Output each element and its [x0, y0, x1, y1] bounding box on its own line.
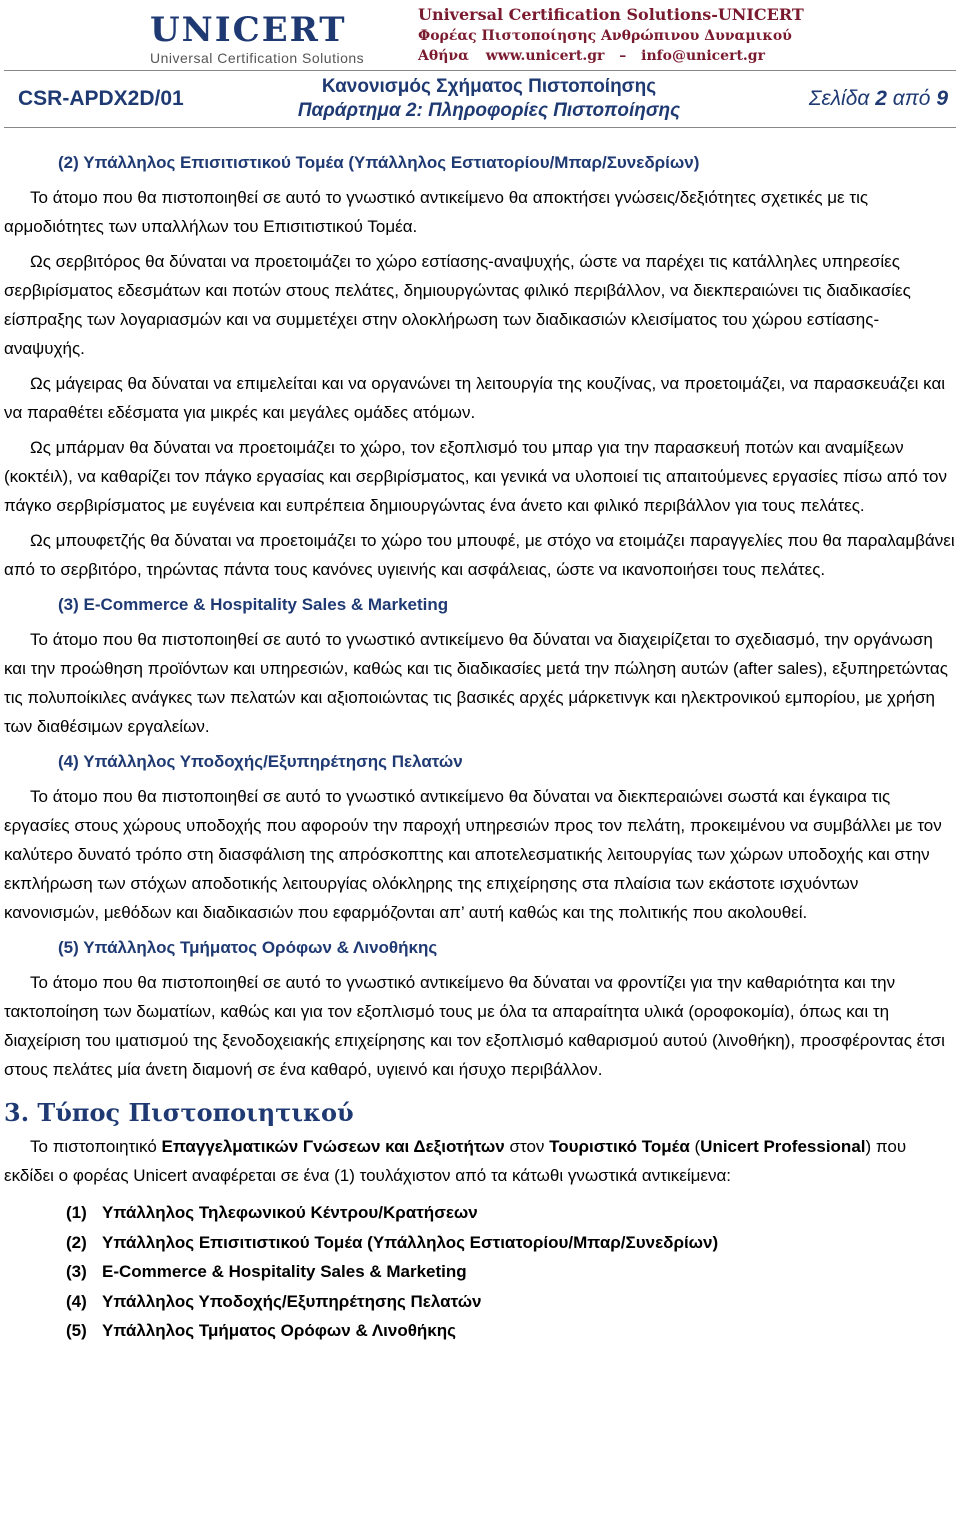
paragraph: Το άτομο που θα πιστοποιηθεί σε αυτό το γνωστικό αντικείμενο θα δύναται να διαχειρίζεται το σχεδιασμό, την οργάνωση και την προώθηση προϊόντων και υπηρεσιών, καθώς και τις διαδικασίες μετά την πώληση αυτών (after sales), εξυπηρετώντας τις πολυποίκιλες ανάγκες των πελατών και αξιοποιώντας τις βασικές αρχές μάρκετινγκ και ηλεκτρονικού εμπορίου, με χρήση των διαθέσιμων εργαλείων. [4, 630, 948, 736]
document-code: CSR-APDX2D/01 [18, 87, 184, 110]
org-city: Αθήνα [418, 48, 469, 64]
certificate-intro: Το πιστοποιητικό Επαγγελματικών Γνώσεων και Δεξιοτήτων στον Τουριστικό Τομέα (Unicert Professional) που εκδίδει ο φορέας Unicert αναφέρεται σε ένα (1) τουλάχιστον από τα κάτωθι γνωστικά αντικείμενα: [4, 1137, 907, 1185]
paragraph: Το άτομο που θα πιστοποιηθεί σε αυτό το γνωστικό αντικείμενο θα αποκτήσει γνώσεις/δεξιότητες σχετικές με τις αρμοδιότητες των υπαλλήλων του Επισιτιστικού Τομέα. [4, 188, 869, 236]
letterhead [0, 0, 960, 68]
page-prefix: Σελίδα [808, 87, 870, 110]
subsection-title-4: (4) Υπάλληλος Υποδοχής/Εξυπηρέτησης Πελατών [58, 752, 463, 771]
subject-list [4, 1198, 956, 1346]
paragraph: Ως μπάρμαν θα δύναται να προετοιμάζει το χώρο, τον εξοπλισμό του μπαρ για την παρασκευή ποτών και αναμίξεων (κοκτέιλ), να καθαρίζει τον πάγκο εργασίας και σερβιρίσματος, και γενικά να υλοποιεί τις απαιτούμενες εργασίες πίσω από τον πάγκο σερβιρίσματος με ευγένεια και ευπρέπεια δημιουργώντας ένα άνετο και φιλικό περιβάλλον για τους πελάτες. [4, 438, 947, 515]
list-item: (4) Υπάλληλος Υποδοχής/Εξυπηρέτησης Πελατών [66, 1291, 482, 1311]
unicert-logo [150, 12, 390, 68]
page-mid: από [892, 87, 931, 110]
list-item: (5) Υπάλληλος Τμήματος Ορόφων & Λινοθήκης [66, 1321, 457, 1340]
list-item: (1) Υπάλληλος Τηλεφωνικού Κέντρου/Κρατήσεων [66, 1203, 478, 1222]
subsection-title-2: (2) Υπάλληλος Επισιτιστικού Τομέα (Υπάλληλος Εστιατορίου/Μπαρ/Συνεδρίων) [58, 153, 700, 172]
document-title [214, 75, 764, 123]
page-number: 2 [875, 87, 887, 110]
list-item: (2) Υπάλληλος Επισιτιστικού Τομέα (Υπάλληλος Εστιατορίου/Μπαρ/Συνεδρίων) [66, 1232, 719, 1252]
document-body [4, 148, 956, 1346]
organization-info [418, 4, 804, 66]
document-header [4, 70, 956, 128]
page-indicator [809, 87, 948, 111]
org-name: Universal Certification Solutions-UNICERT [418, 5, 804, 24]
paragraph: Ως μάγειρας θα δύναται να επιμελείται και να οργανώνει τη λειτουργία της κουζίνας, να προετοιμάζει, να παρασκευάζει και να παραθέτει εδέσματα για μικρές και μεγάλες ομάδες ατόμων. [4, 374, 946, 422]
paragraph: Το άτομο που θα πιστοποιηθεί σε αυτό το γνωστικό αντικείμενο θα δύναται να φροντίζει για την καθαριότητα και την τακτοποίηση των δωματίων, καθώς και για τον εξοπλισμό τους με όλα τα απαραίτητα υλικά (οροφοκομία), όπως και τη διαχείριση του ιματισμού της ξενοδοχειακής επιχείρησης και τον εξοπλισμό καθαρισμού αυτού (λινοθήκη), προσφέροντας έτσι στους πελάτες μία άνετη διαμονή σε ένα καθαρό, υγιεινό και ήσυχο περιβάλλον. [4, 973, 945, 1079]
paragraph: Ως σερβιτόρος θα δύναται να προετοιμάζει το χώρο εστίασης-αναψυχής, ώστε να παρέχει τις κατάλληλες υπηρεσίες σερβιρίσματος εδεσμάτων και ποτών στους πελάτες, δημιουργώντας φιλικό περιβάλλον, να διεκπεραιώνει τις διαδικασίες είσπραξης των λογαριασμών και να συμμετέχει στην ολοκλήρωση των διαδικασιών κλεισίματος του χώρου εστίασης-αναψυχής. [4, 252, 911, 358]
paragraph: Ως μπουφετζής θα δύναται να προετοιμάζει το χώρο του μπουφέ, με στόχο να ετοιμάζει παραγγελίες που θα παραλαμβάνει από το σερβιτόρο, τηρώντας πάντα τους κανόνες υγιεινής και ασφάλειας, ώστε να ικανοποιήσει τους πελάτες. [4, 531, 955, 579]
section-heading: 3. Τύπος Πιστοποιητικού [4, 1098, 354, 1127]
paragraph: Το άτομο που θα πιστοποιηθεί σε αυτό το γνωστικό αντικείμενο θα δύναται να διεκπεραιώνει σωστά και έγκαιρα τις εργασίες στους χώρους υποδοχής που αφορούν την παροχή υπηρεσιών προς τον πελάτη, προκειμένου να συμβάλλει με τον καλύτερο δυνατό τρόπο στη διασφάλιση της απρόσκοπτης και αποτελεσματικής λειτουργίας των χώρων υποδοχής και στην εκπλήρωση των στόχων αποδοτικής λειτουργίας ολόκληρης της επιχείρησης στα πλαίσια των εκάστοτε ισχυόντων κανονισμών, μεθόδων και διαδικασιών που εφαρμόζονται απ’ αυτή καθώς και της πολιτικής που ακολουθεί. [4, 787, 942, 922]
org-website[interactable]: www.unicert.gr [485, 48, 605, 64]
subsection-title-5: (5) Υπάλληλος Τμήματος Ορόφων & Λινοθήκης [58, 938, 438, 957]
org-contact: Αθήνα www.unicert.gr – info@unicert.gr [418, 48, 765, 64]
org-description: Φορέας Πιστοποίησης Ανθρώπινου Δυναμικού [418, 28, 792, 44]
document-title-appendix: Παράρτημα 2: Πληροφορίες Πιστοποίησης [297, 100, 681, 121]
logo-wordmark: UNICERT [150, 10, 347, 50]
list-item: (3) E-Commerce & Hospitality Sales & Marketing [66, 1262, 467, 1281]
logo-tagline: Universal Certification Solutions [150, 50, 365, 66]
org-email[interactable]: info@unicert.gr [641, 48, 765, 64]
page-total: 9 [936, 87, 948, 110]
document-title-main: Κανονισμός Σχήματος Πιστοποίησης [321, 76, 657, 97]
subsection-title-3: (3) E-Commerce & Hospitality Sales & Marketing [58, 595, 449, 614]
